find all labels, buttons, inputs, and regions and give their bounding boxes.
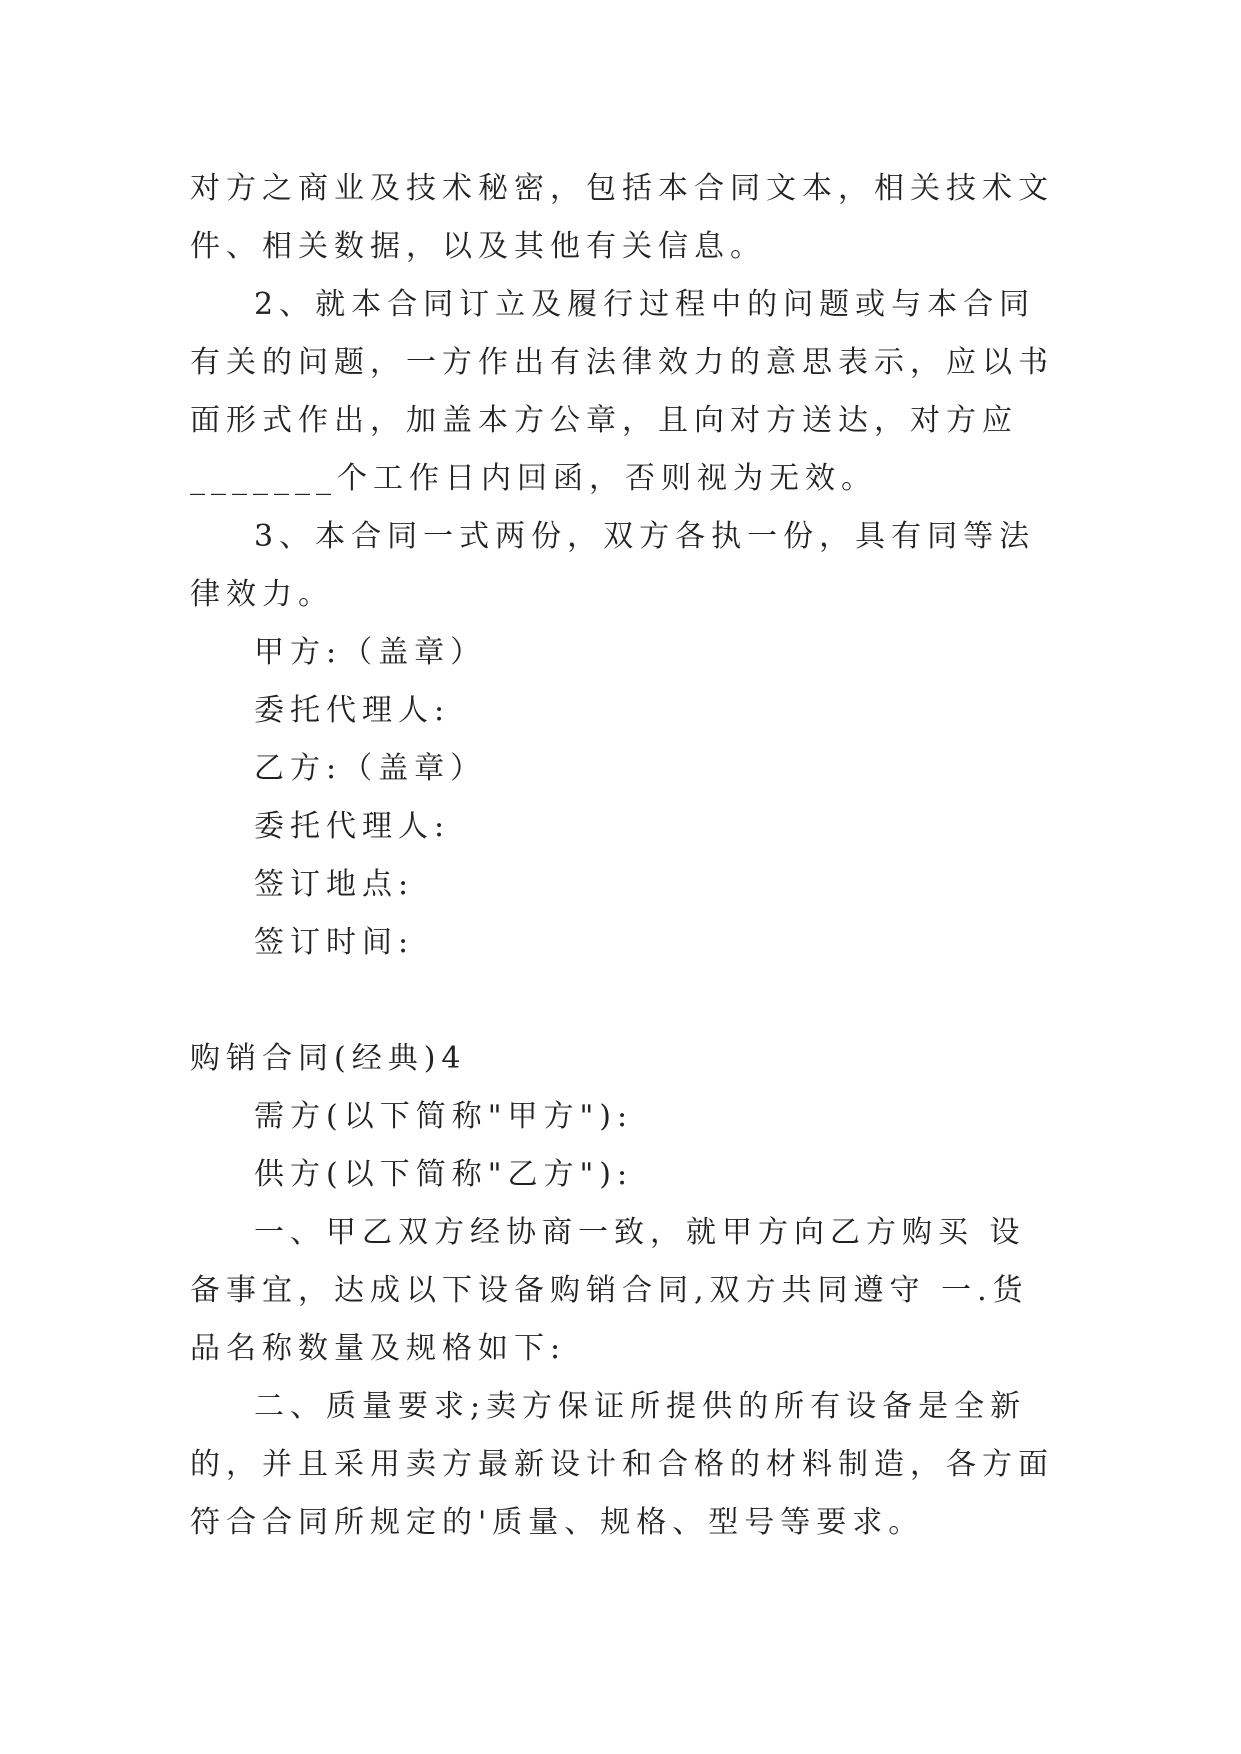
document-body	[190, 160, 1060, 1552]
paragraph-clause-3: 3、本合同一式两份，双方各执一份，具有同等法律效力。	[190, 519, 1036, 612]
party-b-agent-field: 委托代理人:	[254, 809, 451, 844]
party-a-agent-field: 委托代理人:	[254, 693, 451, 728]
party-a-seal-field: 甲方:（盖章）	[254, 635, 487, 670]
paragraph-clause-2: 2、就本合同订立及履行过程中的问题或与本合同有关的问题，一方作出有法律效力的意思表示，应以书面形式作出，加盖本方公章，且向对方送达，对方应_______个工作日内回函，否则视为无效。	[190, 287, 1054, 496]
party-b-seal-field: 乙方:（盖章）	[254, 751, 487, 786]
paragraph-article-2: 二、质量要求;卖方保证所提供的所有设备是全新的，并且采用卖方最新设计和合格的材料制造，各方面符合合同所规定的'质量、规格、型号等要求。	[190, 1389, 1054, 1540]
signing-time-field: 签订时间:	[254, 925, 415, 960]
paragraph-article-1: 一、甲乙双方经协商一致，就甲方向乙方购买 设备事宜，达成以下设备购销合同,双方共同遵守 一.货品名称数量及规格如下:	[190, 1215, 1029, 1366]
signing-location-field: 签订地点:	[254, 867, 415, 902]
paragraph-confidentiality-continued: 对方之商业及技术秘密，包括本合同文本，相关技术文件、相关数据，以及其他有关信息。	[190, 171, 1054, 264]
buyer-field: 需方(以下简称"甲方"):	[254, 1099, 634, 1134]
section-title: 购销合同(经典)4	[190, 1041, 467, 1076]
seller-field: 供方(以下简称"乙方"):	[254, 1157, 634, 1192]
